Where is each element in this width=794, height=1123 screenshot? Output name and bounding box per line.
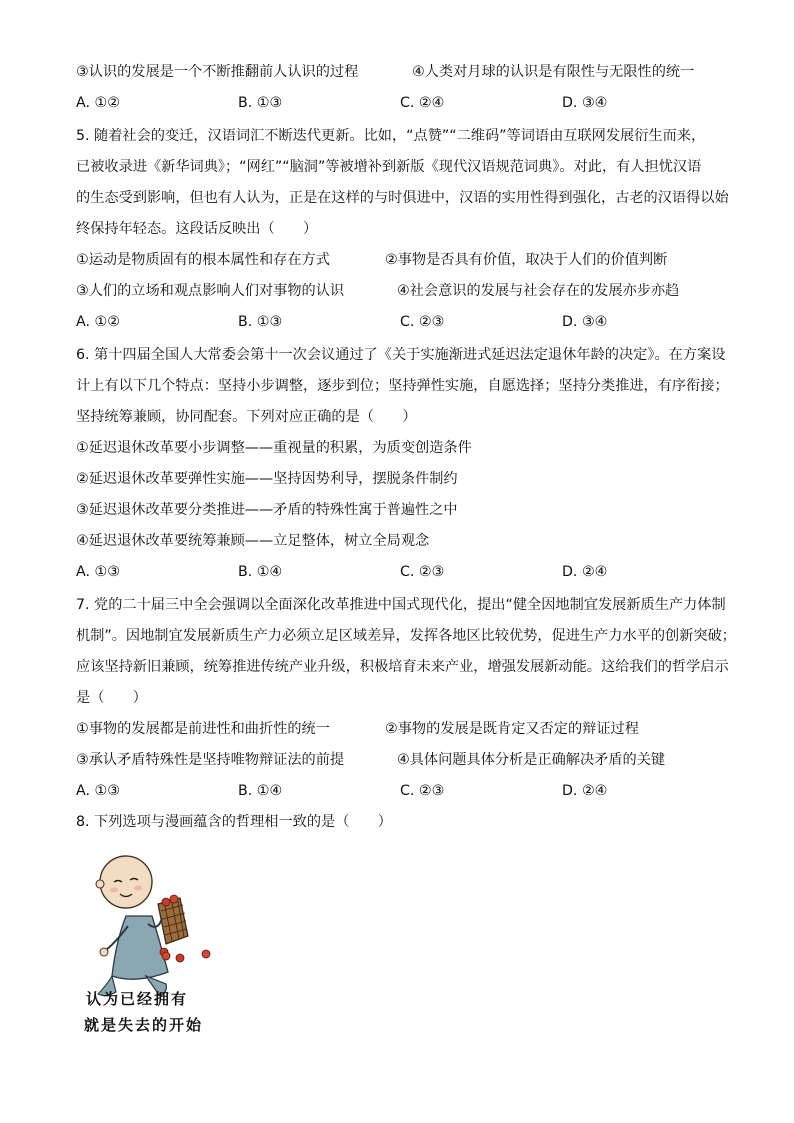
q7-statement-1: ①事物的发展都是前进性和曲折性的统一 (76, 721, 330, 737)
q6-stem-line-3: 坚持统筹兼顾，协同配套。下列对应正确的是（ ） (76, 409, 417, 425)
q5-statement-1: ①运动是物质固有的根本属性和存在方式 (76, 252, 330, 268)
q4-statement-3: ③认识的发展是一个不断推翻前人认识的过程 (76, 64, 359, 80)
q5-option-a[interactable]: A. ①② (76, 314, 120, 330)
q5-stem-line-4: 终保持年轻态。这段话反映出（ ） (76, 221, 318, 237)
q8-stem: 8. 下列选项与漫画蕴含的哲理相一致的是（ ） (76, 814, 392, 830)
q7-option-c[interactable]: C. ②③ (400, 783, 445, 799)
q7-option-d[interactable]: D. ②④ (562, 783, 608, 799)
q6-statement-2: ②延迟退休改革要弹性实施——坚持因势利导，摆脱条件制约 (76, 471, 458, 487)
q5-option-b[interactable]: B. ①③ (238, 314, 283, 330)
q6-statement-4: ④延迟退休改革要统筹兼顾——立足整体，树立全局观念 (76, 533, 430, 549)
q6-option-c[interactable]: C. ②③ (400, 564, 445, 580)
q5-stem-line-3: 的生态受到影响，但也有人认为，正是在这样的与时俱进中，汉语的实用性得到强化，古老的汉语得以始 (76, 190, 729, 206)
q5-stem-line-1: 5. 随着社会的变迁，汉语词汇不断迭代更新。比如，“点赞”“二维码”等词语由互联网发展衍生而来， (76, 128, 706, 144)
q4-option-c[interactable]: C. ②④ (400, 95, 445, 111)
q7-stem-line-1: 7. 党的二十届三中全会强调以全面深化改革推进中国式现代化，提出“健全因地制宜发展新质生产力体制 (76, 597, 726, 613)
q7-options (76, 781, 736, 801)
q6-stem-line-1: 6. 第十四届全国人大常委会第十一次会议通过了《关于实施渐进式延迟法定退休年龄的决定》。在方案设 (76, 347, 726, 363)
q4-statement-4: ④人类对月球的认识是有限性与无限性的统一 (412, 64, 695, 80)
fallen-fruit-icon (160, 948, 210, 962)
q7-stem-line-2: 机制”。因地制宜发展新质生产力必须立足区域差异，发挥各地区比较优势，促进生产力水平的创新突破； (76, 628, 736, 644)
q7-stem-line-4: 是（ ） (76, 690, 147, 706)
q6-statement-1: ①延迟退休改革要小步调整——重视量的积累，为质变创造条件 (76, 440, 472, 456)
q7-stem-line-3: 应该坚持新旧兼顾，统筹推进传统产业升级，积极培育未来产业，增强发展新动能。这给我们的哲学启示 (76, 659, 729, 675)
q6-statement-3: ③延迟退休改革要分类推进——矛盾的特殊性寓于普遍性之中 (76, 502, 458, 518)
q4-option-b[interactable]: B. ①③ (238, 95, 283, 111)
q7-statement-4: ④具体问题具体分析是正确解决矛盾的关键 (397, 752, 666, 768)
q7-statement-3: ③承认矛盾特殊性是坚持唯物辩证法的前提 (76, 752, 345, 768)
comic-caption-line-2: 就是失去的开始 (84, 1016, 204, 1034)
q5-stem-line-2: 已被收录进《新华词典》；“网红”“脑洞”等被增补到新版《现代汉语规范词典》。对此，有人担忧汉语 (76, 159, 702, 175)
q6-options (76, 562, 736, 582)
q4-option-a[interactable]: A. ①② (76, 95, 120, 111)
q7-option-b[interactable]: B. ①④ (238, 783, 283, 799)
q5-statement-2: ②事物是否具有价值，取决于人们的价值判断 (385, 252, 668, 268)
q7-option-a[interactable]: A. ①③ (76, 783, 120, 799)
monk-head-icon (96, 856, 152, 908)
q5-option-d[interactable]: D. ③④ (562, 314, 608, 330)
q4-option-d[interactable]: D. ③④ (562, 95, 608, 111)
q6-option-b[interactable]: B. ①④ (238, 564, 283, 580)
q4-options (76, 93, 736, 113)
q6-option-d[interactable]: D. ②④ (562, 564, 608, 580)
q6-stem-line-2: 计上有以下几个特点：坚持小步调整，逐步到位；坚持弹性实施，自愿选择；坚持分类推进，有序衔接； (76, 378, 729, 394)
comic-caption-line-1: 认为已经拥有 (86, 990, 189, 1008)
q5-options (76, 312, 736, 332)
q5-statement-4: ④社会意识的发展与社会存在的发展亦步亦趋 (397, 283, 680, 299)
q5-statement-3: ③人们的立场和观点影响人们对事物的认识 (76, 283, 345, 299)
q6-option-a[interactable]: A. ①③ (76, 564, 120, 580)
q7-statement-2: ②事物的发展是既肯定又否定的辩证过程 (385, 721, 639, 737)
q5-option-c[interactable]: C. ②③ (400, 314, 445, 330)
